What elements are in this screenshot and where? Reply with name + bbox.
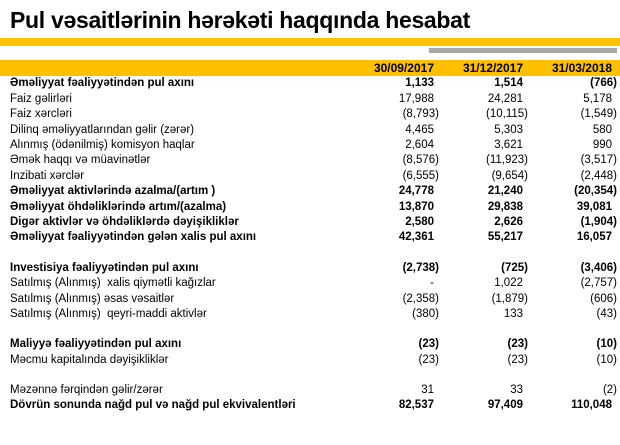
row-value: (1,904)	[580, 215, 617, 228]
spacer-row	[0, 245, 620, 260]
row-value: (2,757)	[580, 277, 617, 290]
row-label: Əməliyyat fəaliyyətindən gələn xalis pul axını	[10, 231, 257, 244]
row-value: (23)	[507, 338, 528, 351]
table-row	[0, 398, 620, 413]
table-row	[0, 214, 620, 229]
row-value: 24,281	[487, 92, 523, 105]
row-value: 55,217	[487, 231, 523, 244]
row-value: (1,879)	[491, 292, 528, 305]
row-label: Əməliyyat aktivlərində azalma/(artım )	[10, 185, 216, 198]
row-value: 21,240	[487, 185, 523, 198]
row-label: Məzənnə fərqindən gəlir/zərər	[10, 384, 163, 397]
row-value: 110,048	[571, 399, 612, 412]
row-value: 39,081	[576, 200, 612, 213]
row-label: Faiz xərcləri	[10, 108, 72, 121]
row-value: (3,406)	[580, 261, 617, 274]
table-row	[0, 137, 620, 152]
page-title: Pul vəsaitlərinin hərəkəti haqqında hesabat	[10, 7, 471, 33]
row-value: (2,448)	[580, 169, 617, 182]
row-label: Alınmış (ödənilmiş) komisyon haqlar	[10, 139, 195, 151]
row-label: Maliyyə fəaliyyətindən pul axını	[10, 338, 182, 351]
row-value: (23)	[418, 353, 439, 366]
row-label: Faiz gəlirləri	[10, 92, 72, 105]
row-value: (380)	[412, 307, 439, 320]
column-header-date: 30/09/2017	[373, 60, 434, 75]
row-value: 580	[592, 123, 612, 136]
row-value: 2,604	[405, 139, 434, 151]
table-row	[0, 107, 620, 122]
decorative-gray-bar	[429, 48, 617, 53]
row-value: 82,537	[398, 399, 434, 412]
row-value: 133	[503, 307, 523, 320]
row-value: (1,549)	[580, 108, 617, 121]
row-value: (23)	[418, 338, 439, 351]
row-value: (606)	[590, 292, 617, 305]
row-value: 16,057	[576, 231, 612, 244]
row-label: Digər aktivlər və öhdəliklərdə dəyişikliklər	[10, 215, 239, 228]
row-label: Dilinq əməliyyatlarından gəlir (zərər)	[10, 123, 195, 136]
table-header-row	[0, 60, 620, 76]
table-row	[0, 76, 620, 91]
row-label: Dövrün sonunda nağd pul və nağd pul ekvivalentləri	[10, 399, 296, 412]
row-value: 33	[510, 384, 523, 397]
table-row	[0, 260, 620, 275]
table-body	[0, 76, 620, 413]
row-value: 5,303	[494, 123, 523, 136]
row-value: (20,354)	[574, 185, 617, 198]
row-label: Satılmış (Alınmış) qeyri-maddi aktivlər	[10, 307, 207, 320]
row-value: (43)	[596, 307, 617, 320]
gray-bar-row	[0, 47, 620, 54]
row-value: (10)	[596, 338, 617, 351]
row-label: İnzibati xərclər	[10, 169, 85, 182]
table-row	[0, 122, 620, 137]
row-value: 31	[421, 384, 434, 397]
table-row	[0, 382, 620, 397]
row-value: 29,838	[487, 200, 523, 213]
row-value: 2,580	[405, 215, 434, 228]
row-value: -	[430, 277, 434, 290]
row-value: 5,178	[583, 92, 612, 105]
table-row	[0, 306, 620, 321]
row-value: 2,626	[494, 215, 523, 228]
table-row	[0, 183, 620, 198]
row-value: (10)	[596, 353, 617, 366]
row-value: (766)	[590, 77, 617, 90]
row-value: 13,870	[398, 200, 434, 213]
row-label: Əməliyyat öhdəliklərində artım/(azalma)	[10, 200, 227, 213]
table-row	[0, 291, 620, 306]
row-value: 1,514	[494, 77, 523, 90]
row-value: (6,555)	[402, 169, 439, 182]
row-value: 1,022	[494, 277, 523, 290]
row-label: Satılmış (Alınmış) xalis qiymətli kağızlar	[10, 277, 216, 290]
row-value: (725)	[501, 261, 528, 274]
row-value: (10,115)	[486, 108, 528, 121]
spacer-row	[0, 322, 620, 337]
cash-flow-table	[0, 60, 620, 413]
title-underline-bar	[0, 38, 620, 46]
table-row	[0, 337, 620, 352]
table-row	[0, 275, 620, 290]
row-value: (8,576)	[402, 154, 439, 167]
row-label: Məcmu kapitalında dəyişikliklər	[10, 353, 169, 366]
row-value: (8,793)	[402, 108, 439, 121]
table-row	[0, 199, 620, 214]
row-value: (11,923)	[486, 154, 528, 167]
row-value: (2,358)	[402, 292, 439, 305]
row-label: Satılmış (Alınmış) əsas vəsaitlər	[10, 292, 175, 305]
column-header-date: 31/03/2018	[551, 60, 612, 75]
row-value: (3,517)	[580, 154, 617, 167]
table-row	[0, 168, 620, 183]
row-value: 17,988	[398, 92, 434, 105]
row-label: Əmək haqqı və müavinətlər	[10, 154, 151, 167]
row-value: 42,361	[398, 231, 434, 244]
row-value: (2)	[602, 384, 617, 397]
row-value: (9,654)	[491, 169, 528, 182]
row-value: 990	[592, 139, 612, 151]
row-value: 4,465	[405, 123, 434, 136]
row-label: Əməliyyat fəaliyyətindən pul axını	[10, 77, 195, 90]
table-row	[0, 352, 620, 367]
spacer-row	[0, 367, 620, 382]
row-value: 1,133	[405, 77, 434, 90]
row-label: İnvestisiya fəaliyyətindən pul axını	[10, 261, 199, 274]
column-header-date: 31/12/2017	[462, 60, 523, 75]
row-value: 3,621	[494, 139, 523, 151]
table-row	[0, 91, 620, 106]
table-row	[0, 230, 620, 245]
row-value: 97,409	[487, 399, 523, 412]
row-value: (23)	[507, 353, 528, 366]
row-value: (2,738)	[402, 261, 439, 274]
table-row	[0, 153, 620, 168]
row-value: 24,778	[398, 185, 434, 198]
